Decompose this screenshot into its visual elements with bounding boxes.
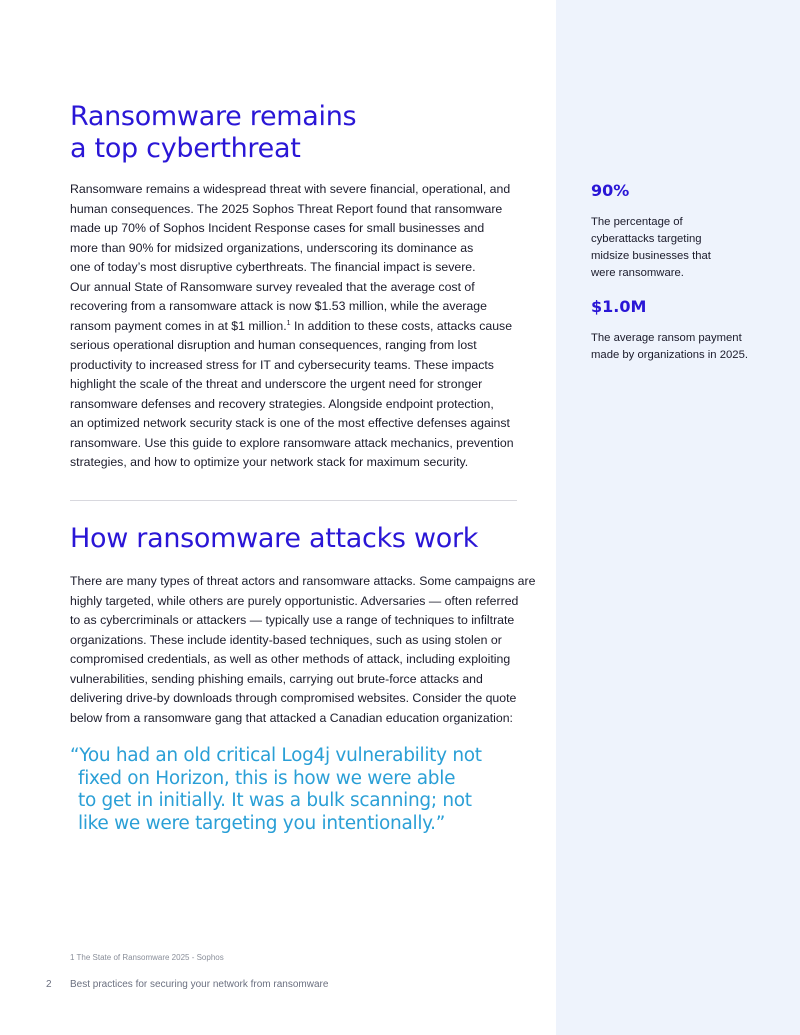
body-line: Ransomware remains a widespread threat with severe financial, operational, and <box>70 182 511 196</box>
stat-ransom-value: $1.0M <box>591 297 647 316</box>
body-line: highlight the scale of the threat and underscore the urgent need for stronger <box>70 377 483 391</box>
footnote-ref: 1 <box>286 319 291 327</box>
stat-percentage-description <box>591 214 771 282</box>
body-line: recovering from a ransomware attack is now $1.53 million, while the average <box>70 299 487 313</box>
body-line: There are many types of threat actors and ransomware attacks. Some campaigns are <box>70 574 536 588</box>
section-divider <box>70 500 517 501</box>
body-line: Our annual State of Ransomware survey revealed that the average cost of <box>70 279 475 294</box>
stat-percentage-value: 90% <box>591 181 630 200</box>
body-line: more than 90% for midsized organizations, underscoring its dominance as <box>70 240 474 255</box>
quote-line: to get in initially. It was a bulk scanning; not <box>78 790 472 811</box>
section-1-body <box>70 180 516 473</box>
title-line: Ransomware remains <box>70 101 357 132</box>
body-line: organizations. These include identity-based techniques, such as using stolen or <box>70 632 502 647</box>
stat-desc-line: midsize businesses that <box>591 250 711 262</box>
stat-desc-line: cyberattacks targeting <box>591 233 702 245</box>
footnote: 1 The State of Ransomware 2025 - Sophos <box>70 953 224 962</box>
body-line: made up 70% of Sophos Incident Response cases for small businesses and <box>70 221 485 235</box>
stat-desc-line: The average ransom payment <box>591 332 742 344</box>
body-line: strategies, and how to optimize your network stack for maximum security. <box>70 455 469 469</box>
body-line: serious operational disruption and human consequences, ranging from lost <box>70 338 477 352</box>
page-number: 2 <box>46 979 52 990</box>
section-title-ransomware-threat <box>70 101 490 165</box>
body-line: an optimized network security stack is one of the most effective defenses against <box>70 416 510 430</box>
body-line: vulnerabilities, sending phishing emails, carrying out brute-force attacks and <box>70 671 483 686</box>
body-line: below from a ransomware gang that attacked a Canadian education organization: <box>70 710 513 725</box>
body-line: delivering drive-by downloads through compromised websites. Consider the quote <box>70 691 517 705</box>
body-line: one of today’s most disruptive cyberthreats. The financial impact is severe. <box>70 260 476 274</box>
title-line: a top cyberthreat <box>70 133 301 164</box>
section-title-how-attacks-work: How ransomware attacks work <box>70 523 479 554</box>
quote-line: “You had an old critical Log4j vulnerability not <box>70 745 482 766</box>
body-line: ransomware. Use this guide to explore ransomware attack mechanics, prevention <box>70 435 514 450</box>
body-line <box>70 317 516 337</box>
body-line: compromised credentials, as well as other methods of attack, including exploiting <box>70 652 511 666</box>
stat-desc-line: The percentage of <box>591 216 683 228</box>
quote-line: like we were targeting you intentionally.” <box>78 812 446 834</box>
pull-quote <box>70 745 510 835</box>
body-line-part: In addition to these costs, attacks cause <box>290 318 513 333</box>
body-line: human consequences. The 2025 Sophos Threat Report found that ransomware <box>70 201 503 216</box>
stat-desc-line: were ransomware. <box>591 267 684 279</box>
body-line: highly targeted, while others are purely opportunistic. Adversaries — often referred <box>70 593 519 608</box>
quote-line: fixed on Horizon, this is how we were able <box>78 767 456 789</box>
sidebar-panel <box>556 0 800 1035</box>
stat-desc-line: made by organizations in 2025. <box>591 349 749 361</box>
section-2-body <box>70 572 536 728</box>
body-line: to as cybercriminals or attackers — typically use a range of techniques to infiltrate <box>70 613 515 627</box>
stat-ransom-description <box>591 330 771 364</box>
body-line: productivity to increased stress for IT and cybersecurity teams. These impacts <box>70 357 494 372</box>
body-line: ransomware defenses and recovery strategies. Alongside endpoint protection, <box>70 396 494 411</box>
footer-document-title: Best practices for securing your network from ransomware <box>70 979 329 990</box>
body-line-part: ransom payment comes in at $1 million. <box>70 318 287 333</box>
